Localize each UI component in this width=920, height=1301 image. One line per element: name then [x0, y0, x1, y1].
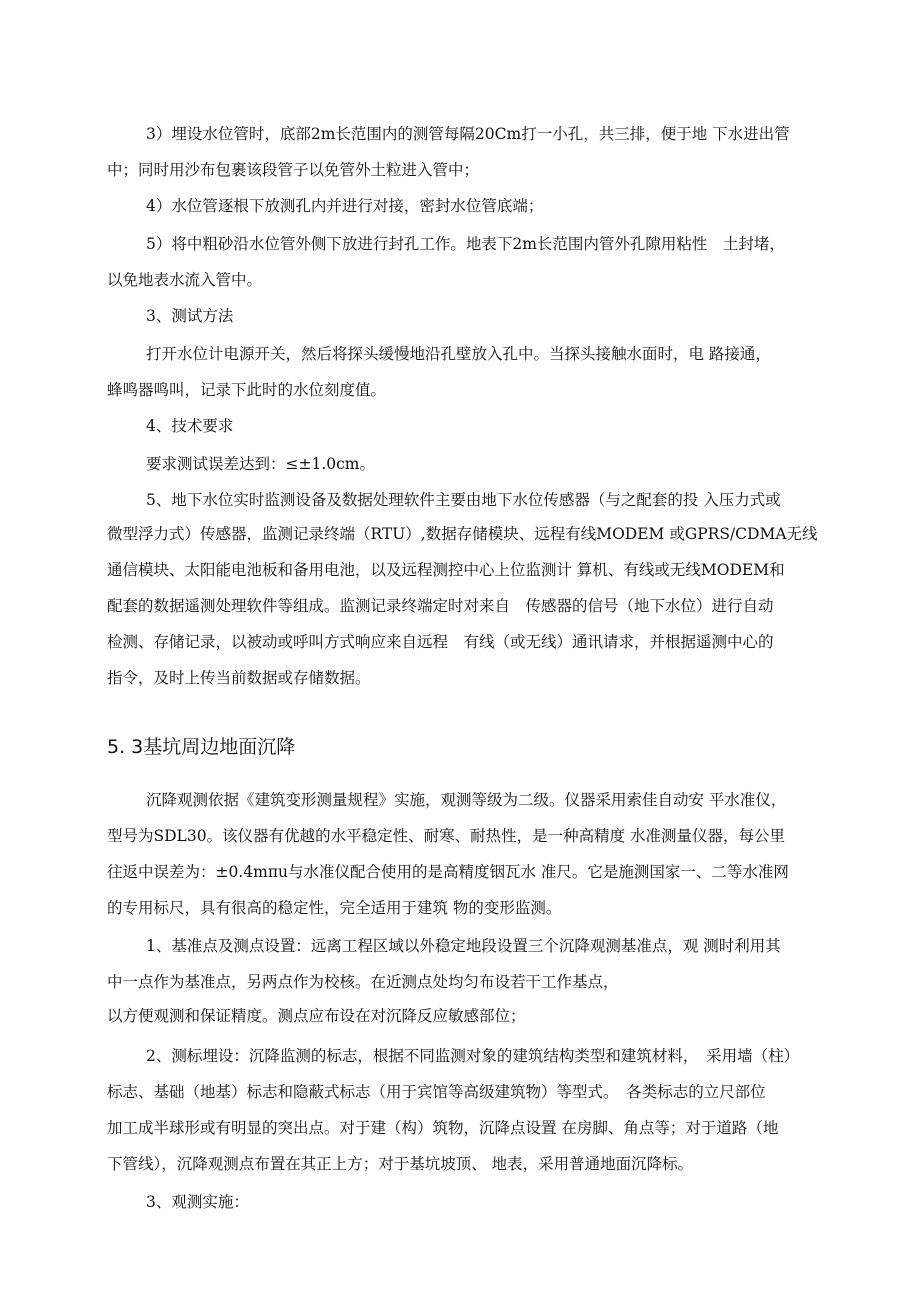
monitoring-system-line-5: 检测、存储记录，以被动或呼叫方式响应来自远程 有线（或无线）通讯请求，并根据遥测中心的 [107, 633, 774, 651]
subheading-observation: 3、观测实施： [146, 1193, 249, 1211]
test-method-line-1: 打开水位计电源开关，然后将探头缓慢地沿孔壁放入孔中。当探头接触水面时，电 路接通， [146, 345, 771, 363]
marker-embedding-line-2: 标志、基础（地基）标志和隐蔽式标志（用于宾馆等高级建筑物）等型式。 各类标志的立尺部位 [107, 1083, 766, 1101]
settlement-intro-line-1: 沉降观测依据《建筑变形测量规程》实施，观测等级为二级。仪器采用索佳自动安 平水准仪， [146, 791, 787, 809]
marker-embedding-line-3: 加工成半球形或有明显的突出点。对于建（构）筑物，沉降点设置 在房脚、角点等；对于道路（地 [107, 1119, 779, 1137]
benchmark-setup-line-1: 1、基准点及测点设置：远离工程区域以外稳定地段设置三个沉降观测基准点，观 测时利用其 [146, 937, 781, 955]
test-method-line-2: 蜂鸣器鸣叫，记录下此时的水位刻度值。 [107, 381, 387, 399]
subheading-tech-requirements: 4、技术要求 [146, 417, 234, 435]
settlement-intro-line-3: 往返中误差为：±0.4mπu与水准仪配合使用的是高精度铟瓦水 准尺。它是施测国家一、二等水准网 [107, 863, 789, 881]
benchmark-setup-line-3: 以方便观测和保证精度。测点应布设在对沉降反应敏感部位； [107, 1007, 526, 1025]
subheading-test-method: 3、测试方法 [146, 307, 234, 325]
settlement-intro-line-2: 型号为SDL30。该仪器有优越的水平稳定性、耐寒、耐热性，是一种高精度 水准测量仪器，每公里 [107, 827, 785, 845]
monitoring-system-line-2: 微型浮力式）传感器，监测记录终端（RTU）,数据存储模块、远程有线MODEM 或GPRS/CDMA无线 [107, 525, 818, 543]
paragraph-5-line-2: 以免地表水流入管中。 [107, 271, 263, 289]
paragraph-3-line-2: 中；同时用沙布包裹该段管子以免管外土粒进入管中； [107, 161, 480, 179]
settlement-intro-line-4: 的专用标尺，具有很高的稳定性，完全适用于建筑 物的变形监测。 [107, 899, 562, 917]
monitoring-system-line-1: 5、地下水位实时监测设备及数据处理软件主要由地下水位传感器（与之配套的投 入压力式或 [146, 491, 781, 509]
paragraph-5-line-1: 5）将中粗砂沿水位管外侧下放进行封孔工作。地表下2m长范围内管外孔隙用粘性 土封堵， [146, 235, 785, 253]
marker-embedding-line-4: 下管线），沉降观测点布置在其正上方；对于基坑坡顶、 地表，采用普通地面沉降标。 [107, 1155, 694, 1173]
tech-requirement-text: 要求测试误差达到：≤±1.0cm。 [146, 455, 376, 473]
paragraph-3-line-1: 3）埋设水位管时，底部2m长范围内的测管每隔20Cm打一小孔，共三排，便于地 下水进出管 [146, 125, 790, 143]
monitoring-system-line-3: 通信模块、太阳能电池板和备用电池，以及远程测控中心上位监测计 算机、有线或无线MODEM和 [107, 561, 785, 579]
section-heading: 5. 3基坑周边地面沉降 [107, 736, 296, 758]
monitoring-system-line-6: 指令，及时上传当前数据或存储数据。 [107, 669, 371, 687]
marker-embedding-line-1: 2、测标埋设：沉降监测的标志，根据不同监测对象的建筑结构类型和建筑材料， 采用墙（柱） [146, 1047, 800, 1065]
monitoring-system-line-4: 配套的数据遥测处理软件等组成。监测记录终端定时对来自 传感器的信号（地下水位）进行自动 [107, 597, 774, 615]
paragraph-4: 4）水位管逐根下放测孔内并进行对接，密封水位管底端； [146, 197, 544, 215]
benchmark-setup-line-2: 中一点作为基准点，另两点作为校核。在近测点处均匀布设若干工作基点， [107, 973, 619, 991]
